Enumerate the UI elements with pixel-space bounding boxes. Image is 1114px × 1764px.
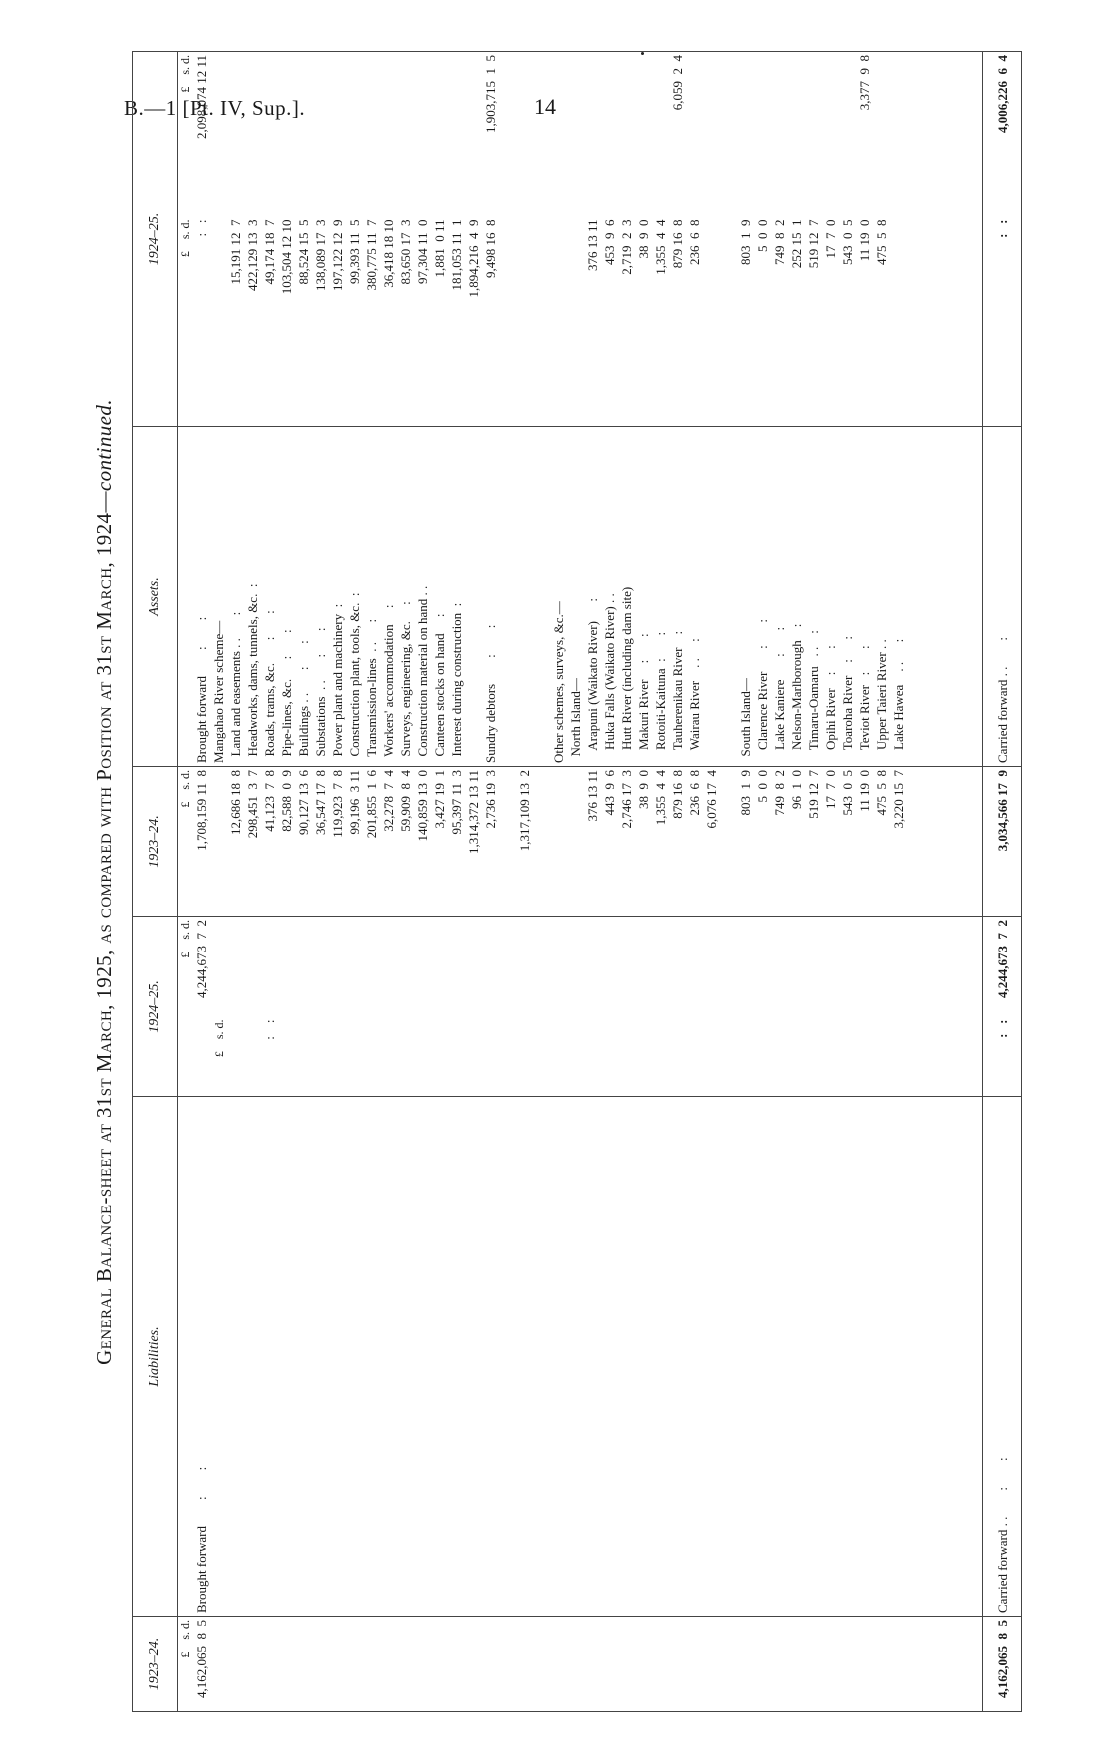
assets-body [178, 427, 983, 767]
col-liabilities: Liabilities. [133, 1097, 178, 1617]
balance-table [132, 52, 1022, 1712]
assets-bf-2425b: 2,098,074 12 11 [194, 55, 209, 140]
col-assets: Assets. [133, 427, 178, 767]
assets-cf-2425b: 4,006,226 6 4 [983, 52, 1022, 217]
liab-bf-2425a: : : [262, 1019, 277, 1050]
assets-2425a-body [178, 217, 983, 427]
unit-label: £ s. d. [212, 1019, 226, 1058]
assets-cf-label: Carried forward . . : [983, 427, 1022, 767]
liab-body [178, 1097, 983, 1617]
assets-bf-2425a: : : [194, 219, 209, 247]
document-reference: B.—1 [Pt. IV, Sup.]. [124, 96, 306, 120]
assets-bf-2324: 1,708,159 11 8 [194, 770, 209, 851]
liab-bf-label: Brought forward : : [194, 1466, 209, 1613]
liab-bf-2324: 4,162,065 8 5 [194, 1620, 209, 1698]
assets-cf-2425a: : : [983, 217, 1022, 427]
assets-item-labels: Mangahao River scheme— Land and easements . . : Headworks, dams, tunnels, &c. : Roads, trams, &c. : : Pipe-lines, &c. : : Buildings . . : : Substations . . : : Power plant and machinery : Construction plant, tools, &c. : Transmission-lines . . : Workers' accommodation : Surveys, engineering, &c. : Construction material on hand . . Canteen stocks on hand : Interest during construction : Sundry debtors : : Other schemes, surveys, &c.— North Island— Arapuni (Waikato River) : Huka Falls (Waikato River) . . Hutt River (including dam site) Makuri River : : Rotoiti-Kaituna : : Tauherenikau River : Wairau River . . : South Island— Clarence River : : Lake Kaniere : : Nelson-Marlborough : Timaru-Oamaru . . : Opihi River : : Toaroha River : : Teviot River : : Upper Taieri River . . Lake Hawea . . : [211, 583, 906, 763]
liab-2425a-body [178, 1017, 983, 1097]
unit-label: £ s. d. [178, 1620, 192, 1658]
assets-2324-values: 12,686 18 8 298,451 3 7 41,123 7 8 82,588 0 9 90,127 13 6 36,547 17 8 119,923 7 8 99,196 3 11 201,855 1 6 32,278 7 4 59,909 8 4 140,859 13 0 3,427 19 1 95,397 11 3 1,314,372 13 11 2,736 19 3 1,317,109 13 2 376 13 11 443 9 6 2,746 17 3 38 9 0 1,355 4 4 879 16 8 236 6 8 6,076 17 4 803 1 9 5 0 0 749 8 2 96 1 0 519 12 7 17 7 0 543 0 5 11 19 0 475 5 8 3,220 15 7 [228, 770, 906, 855]
unit-label: £ s. d. [178, 920, 192, 958]
assets-bf-label: Brought forward : : [194, 616, 209, 763]
liab-cf-label: Carried forward . . : : [983, 1097, 1022, 1617]
sheet-title [92, 52, 132, 1712]
col-assets-2425: 1924–25. [133, 52, 178, 427]
liab-bf-2425b: 4,244,673 7 2 [194, 920, 209, 998]
liab-cf-2425a: : : [983, 1017, 1022, 1097]
liab-cf-2425b: 4,244,673 7 2 [983, 917, 1022, 1017]
rotated-balance-sheet [92, 52, 1022, 1712]
col-liab-2425: 1924–25. [133, 917, 178, 1097]
assets-2425b-body [178, 52, 983, 217]
page-number: 14 [534, 94, 556, 119]
assets-2425b-values: 1,903,715 1 5 6,059 2 4 3,377 9 8 [483, 55, 872, 133]
assets-2324-body [178, 767, 983, 917]
assets-2425a-values: 15,191 12 7 422,129 13 3 49,174 18 7 103,504 12 10 88,524 15 5 138,089 17 3 197,122 12 9 99,393 11 5 380,775 11 7 36,418 18 10 83,650 17 3 97,304 11 0 1,881 0 11 181,053 11 1 1,894,216 4 9 9,498 16 8 376 13 11 453 9 6 2,719 2 3 38 9 0 1,355 4 4 879 16 8 236 6 8 803 1 9 5 0 0 749 8 2 252 15 1 519 12 7 17 7 0 543 0 5 11 19 0 475 5 8 [228, 219, 889, 298]
assets-cf-2324: 3,034,566 17 9 [983, 767, 1022, 917]
liab-2425b-body [178, 917, 983, 1017]
col-liab-2324: 1923–24. [133, 1617, 178, 1712]
unit-label: £ s. d. [178, 770, 192, 808]
col-assets-2324: 1923–24. [133, 767, 178, 917]
unit-label: £ s. d. [178, 55, 192, 93]
title-main: General Balance-sheet at 31st March, 1925, as compared with Position at 31st March, 1924— [92, 491, 116, 1365]
liab-2324-body [178, 1617, 983, 1712]
liab-cf-2324: 4,162,065 8 5 [983, 1617, 1022, 1712]
title-continued: continued. [92, 399, 116, 492]
unit-label: £ s. d. [178, 219, 192, 258]
